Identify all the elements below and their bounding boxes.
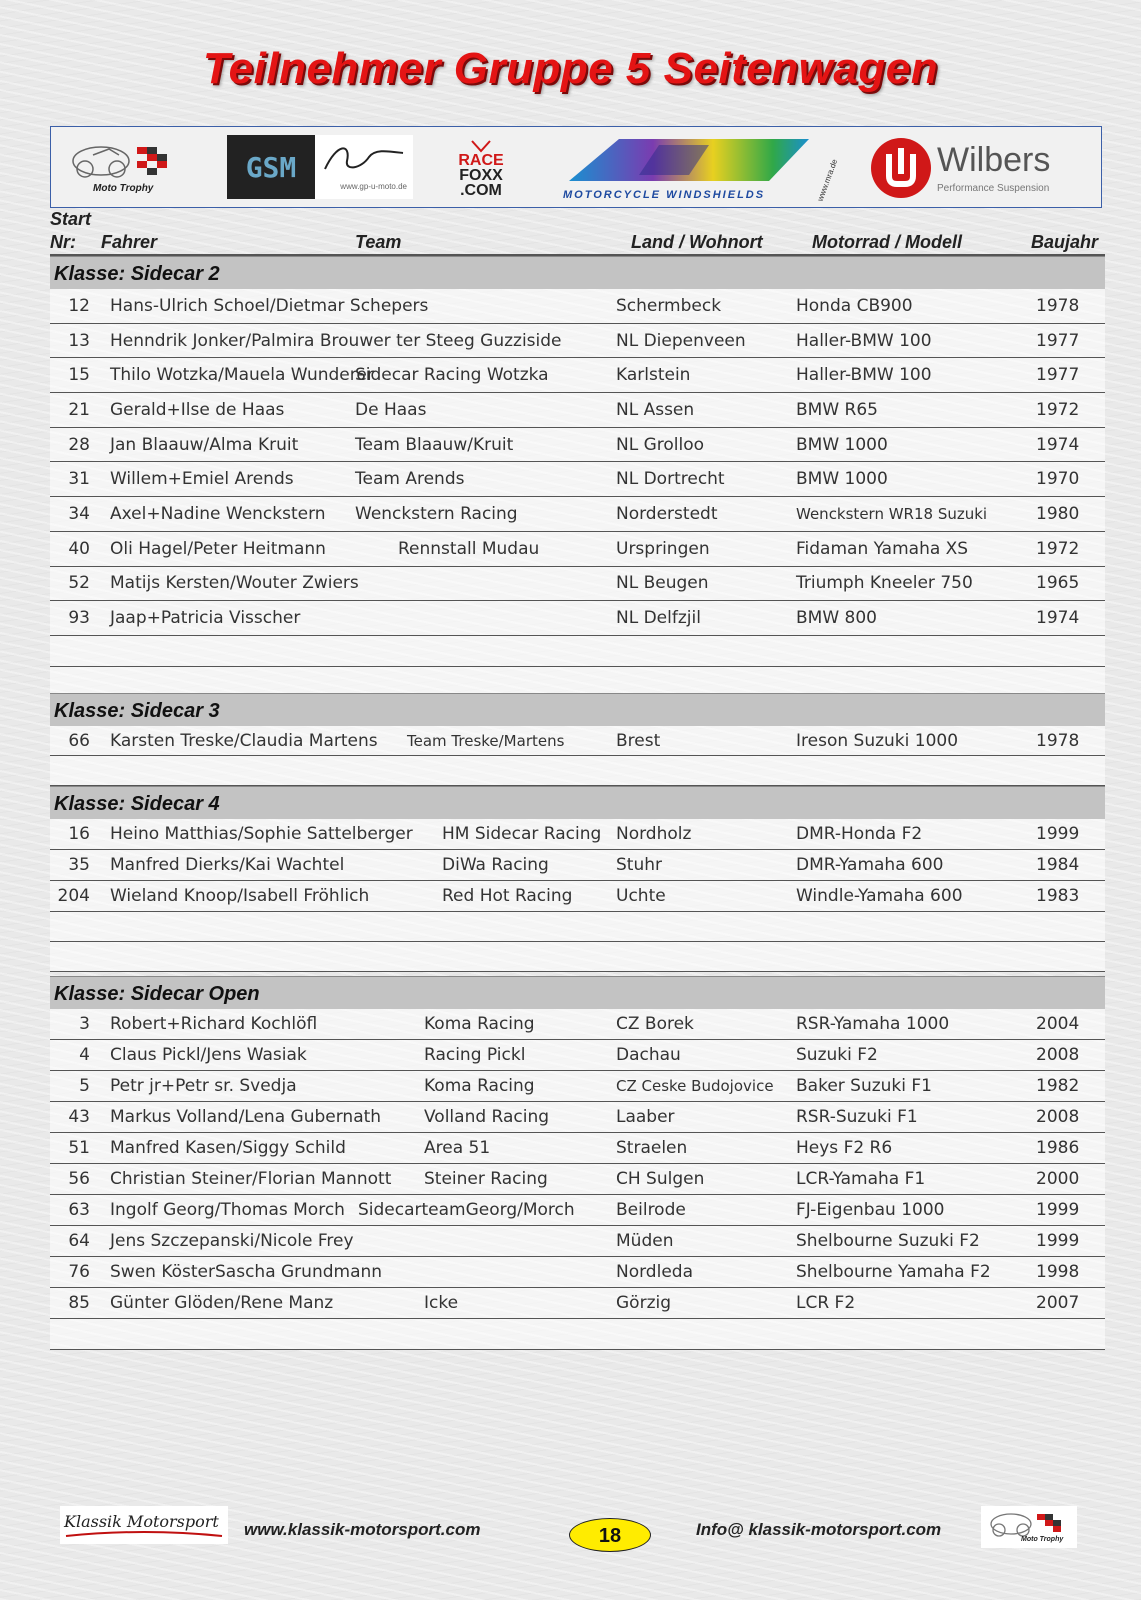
table-row [50,1040,1105,1071]
column-baujahr: Baujahr [1031,232,1099,252]
build-year: 1999 [1036,1200,1080,1220]
team-name: Volland Racing [424,1107,550,1127]
section-sidecar-4 [50,786,1105,972]
table-row [50,726,1105,756]
race-foxx-line-2: FOXX [459,166,503,184]
gp-u-moto-url: www.gp-u-moto.de [340,182,407,191]
location: Uchte [616,886,666,906]
section-rows [50,726,1105,756]
table-row [50,1195,1105,1226]
build-year: 1972 [1036,399,1080,420]
build-year: 1978 [1036,295,1080,316]
team-name: Red Hot Racing [442,886,573,906]
team-name: Area 51 [424,1138,491,1158]
start-number: 204 [57,886,90,906]
footer-website[interactable]: www.klassik-motorsport.com [244,1520,481,1539]
motorcycle-model: BMW R65 [796,399,878,420]
driver-names: Oli Hagel/Peter Heitmann [110,538,326,559]
driver-names: Jens Szczepanski/Nicole Frey [110,1231,354,1251]
table-row [50,1164,1105,1195]
location: Beilrode [616,1200,686,1220]
motorcycle-model: DMR-Yamaha 600 [796,855,944,875]
build-year: 1986 [1036,1138,1080,1158]
start-number: 13 [68,330,90,351]
location: Urspringen [616,538,710,559]
start-number: 28 [68,434,90,455]
race-foxx-line-1: RACE [458,151,504,169]
motorcycle-model: Honda CB900 [796,295,913,316]
wilbers-emblem-icon [869,136,933,200]
table-row [50,1226,1105,1257]
driver-names: Manfred Dierks/Kai Wachtel [110,855,345,875]
driver-names: Claus Pickl/Jens Wasiak [110,1045,307,1065]
build-year: 1999 [1036,824,1080,844]
start-number: 3 [79,1014,90,1034]
gp-u-moto-logo [315,135,413,199]
driver-names: Heino Matthias/Sophie Sattelberger [110,824,413,844]
build-year: 2008 [1036,1107,1080,1127]
section-title: Klasse: Sidecar 3 [50,693,1105,726]
footer-brand: Klassik Motorsport [64,1512,219,1531]
build-year: 1977 [1036,365,1080,386]
table-row [50,532,1105,567]
location: NL Dortrecht [616,469,725,490]
mra-url: www.mra.de [815,157,840,203]
motorcycle-model: Shelbourne Suzuki F2 [796,1231,980,1251]
build-year: 1972 [1036,538,1080,559]
start-number: 51 [68,1138,90,1158]
motorcycle-model: RSR-Yamaha 1000 [796,1014,950,1034]
driver-names: Gerald+Ilse de Haas [110,399,285,420]
motorcycle-model: Ireson Suzuki 1000 [796,730,959,751]
build-year: 1983 [1036,886,1080,906]
section-sidecar-3 [50,693,1105,786]
location: Nordleda [616,1262,693,1282]
build-year: 2007 [1036,1293,1080,1313]
start-number: 34 [68,503,90,524]
empty-row [50,636,1105,667]
start-number: 64 [68,1231,90,1251]
motorcycle-model: LCR-Yamaha F1 [796,1169,926,1189]
build-year: 2008 [1036,1045,1080,1065]
motorcycle-model: Haller-BMW 100 [796,330,932,351]
driver-names: Christian Steiner/Florian Mannott [110,1169,392,1189]
location: Straelen [616,1138,688,1158]
start-number: 56 [68,1169,90,1189]
start-number: 21 [68,399,90,420]
start-number: 66 [68,730,90,751]
table-row [50,1071,1105,1102]
team-name: Rennstall Mudau [398,538,540,559]
location: Norderstedt [616,503,718,524]
motorcycle-model: Suzuki F2 [796,1045,878,1065]
empty-row [50,756,1105,786]
location: CZ Ceske Budojovice [616,1077,774,1095]
location: Müden [616,1231,674,1251]
build-year: 1998 [1036,1262,1080,1282]
team-name: Steiner Racing [424,1169,548,1189]
location: Laaber [616,1107,675,1127]
driver-names: Henndrik Jonker/Palmira Brouwer ter Steeg Guzziside [110,330,562,351]
table-row [50,850,1105,881]
motorcycle-model: BMW 1000 [796,434,888,455]
empty-row [50,942,1105,972]
driver-names: Hans-Ulrich Schoel/Dietmar Schepers [110,295,429,316]
page-title: Teilnehmer Gruppe 5 Seitenwagen [202,44,939,93]
start-number: 15 [68,365,90,386]
start-number: 76 [68,1262,90,1282]
motorcycle-model: Windle-Yamaha 600 [796,886,963,906]
driver-names: Günter Glöden/Rene Manz [110,1293,334,1313]
motorcycle-model: BMW 1000 [796,469,888,490]
section-sidecar-2 [50,256,1105,697]
section-sidecar-open [50,976,1105,1350]
klassik-motorsport-logo [60,1506,228,1544]
team-name: Team Treske/Martens [407,731,565,750]
start-number: 31 [68,469,90,490]
build-year: 1982 [1036,1076,1080,1096]
team-name: Team Arends [355,469,465,490]
motorcycle-model: Shelbourne Yamaha F2 [796,1262,991,1282]
driver-names: Karsten Treske/Claudia Martens [110,730,378,751]
start-number: 12 [68,295,90,316]
driver-names: Jan Blaauw/Alma Kruit [110,434,299,455]
team-name: Koma Racing [424,1076,535,1096]
location: NL Beugen [616,573,709,594]
location: Nordholz [616,824,692,844]
race-foxx-line-3: .COM [460,181,502,199]
motorcycle-model: DMR-Honda F2 [796,824,923,844]
driver-names: Axel+Nadine Wenckstern [110,503,326,524]
location: Karlstein [616,365,691,386]
team-name: Team Blaauw/Kruit [355,434,514,455]
driver-names: Thilo Wotzka/Mauela Wunderer [110,365,374,386]
build-year: 2000 [1036,1169,1080,1189]
column-nr: Nr: [50,232,76,252]
team-name: SidecarteamGeorg/Morch [358,1200,575,1220]
team-name: Koma Racing [424,1014,535,1034]
motorcycle-model: BMW 800 [796,608,877,629]
location: CZ Borek [616,1014,694,1034]
driver-names: Petr jr+Petr sr. Svedja [110,1076,297,1096]
table-row [50,1288,1105,1319]
team-name: Racing Pickl [424,1045,526,1065]
start-number: 93 [68,608,90,629]
section-title: Klasse: Sidecar Open [50,976,1105,1009]
driver-names: Ingolf Georg/Thomas Morch [110,1200,345,1220]
table-row [50,428,1105,463]
build-year: 1965 [1036,573,1080,594]
column-land: Land / Wohnort [631,232,763,252]
location: Stuhr [616,855,662,875]
team-name: De Haas [355,399,427,420]
start-number: 85 [68,1293,90,1313]
start-number: 63 [68,1200,90,1220]
driver-names: Swen KösterSascha Grundmann [110,1262,383,1282]
table-row [50,1133,1105,1164]
table-row [50,881,1105,912]
start-number: 52 [68,573,90,594]
motorcycle-model: Triumph Kneeler 750 [796,573,973,594]
build-year: 1974 [1036,608,1080,629]
mra-logo [559,133,840,203]
table-row [50,601,1105,636]
section-rows [50,1009,1105,1319]
location: Dachau [616,1045,681,1065]
build-year: 1980 [1036,503,1080,524]
wilbers-name: Wilbers [937,141,1051,179]
location: NL Assen [616,399,695,420]
driver-names: Willem+Emiel Arends [110,469,294,490]
section-title: Klasse: Sidecar 2 [50,256,1105,289]
start-number: 4 [79,1045,90,1065]
start-number: 35 [68,855,90,875]
motorcycle-model: RSR-Suzuki F1 [796,1107,918,1127]
table-row [50,1102,1105,1133]
location: NL Diepenveen [616,330,746,351]
team-name: Icke [424,1293,459,1313]
driver-names: Wieland Knoop/Isabell Fröhlich [110,886,370,906]
gsm-logo [227,135,315,199]
column-start: Start [50,209,92,229]
motorcycle-model: Heys F2 R6 [796,1138,893,1158]
driver-names: Matijs Kersten/Wouter Zwiers [110,573,359,594]
team-name: DiWa Racing [442,855,549,875]
table-row [50,289,1105,324]
race-foxx-logo [441,131,521,205]
motorcycle-model: FJ-Eigenbau 1000 [796,1200,945,1220]
moto-trophy-footer-logo [981,1506,1077,1548]
team-name: Sidecar Racing Wotzka [355,365,549,386]
table-row [50,819,1105,850]
motorcycle-model: Fidaman Yamaha XS [796,538,969,559]
team-name: Wenckstern Racing [355,503,518,524]
sponsor-banner [50,126,1102,208]
build-year: 1977 [1036,330,1080,351]
section-title: Klasse: Sidecar 4 [50,786,1105,819]
table-row [50,358,1105,393]
team-name: HM Sidecar Racing [442,824,602,844]
start-number: 16 [68,824,90,844]
footer-email[interactable]: Info@ klassik-motorsport.com [696,1520,942,1539]
build-year: 1978 [1036,730,1080,751]
empty-row [50,1319,1105,1350]
wilbers-logo [865,133,1097,203]
column-fahrer: Fahrer [101,232,158,252]
column-motorrad: Motorrad / Modell [812,232,962,252]
wilbers-tagline: Performance Suspension [937,183,1050,194]
build-year: 1999 [1036,1231,1080,1251]
column-team: Team [355,232,402,252]
section-rows [50,289,1105,636]
table-row [50,324,1105,359]
moto-trophy-label: Moto Trophy [93,183,154,194]
table-row [50,462,1105,497]
build-year: 1970 [1036,469,1080,490]
motorcycle-model: Haller-BMW 100 [796,365,932,386]
table-row [50,497,1105,532]
motorcycle-model: Wenckstern WR18 Suzuki [796,504,988,523]
table-row [50,1257,1105,1288]
build-year: 2004 [1036,1014,1080,1034]
section-rows [50,819,1105,912]
gsm-label: GSM [245,150,297,184]
start-number: 40 [68,538,90,559]
table-row [50,1009,1105,1040]
page-number: 18 [569,1518,651,1552]
build-year: 1974 [1036,434,1080,455]
location: CH Sulgen [616,1169,705,1189]
driver-names: Manfred Kasen/Siggy Schild [110,1138,346,1158]
motorcycle-model: Baker Suzuki F1 [796,1076,932,1096]
table-row [50,567,1105,602]
driver-names: Markus Volland/Lena Gubernath [110,1107,382,1127]
location: Schermbeck [616,295,722,316]
build-year: 1984 [1036,855,1080,875]
driver-names: Robert+Richard Kochlöfl [110,1014,318,1034]
moto-trophy-logo [59,135,183,199]
location: Görzig [616,1293,672,1313]
start-number: 5 [79,1076,90,1096]
location: Brest [616,730,661,751]
footer-moto-trophy-label: Moto Trophy [1021,1536,1064,1543]
empty-row [50,912,1105,942]
start-number: 43 [68,1107,90,1127]
location: NL Grolloo [616,434,705,455]
location: NL Delfzjil [616,608,701,629]
table-row [50,393,1105,428]
mra-tagline: MOTORCYCLE WINDSHIELDS [563,189,766,201]
driver-names: Jaap+Patricia Visscher [110,608,301,629]
motorcycle-model: LCR F2 [796,1293,856,1313]
